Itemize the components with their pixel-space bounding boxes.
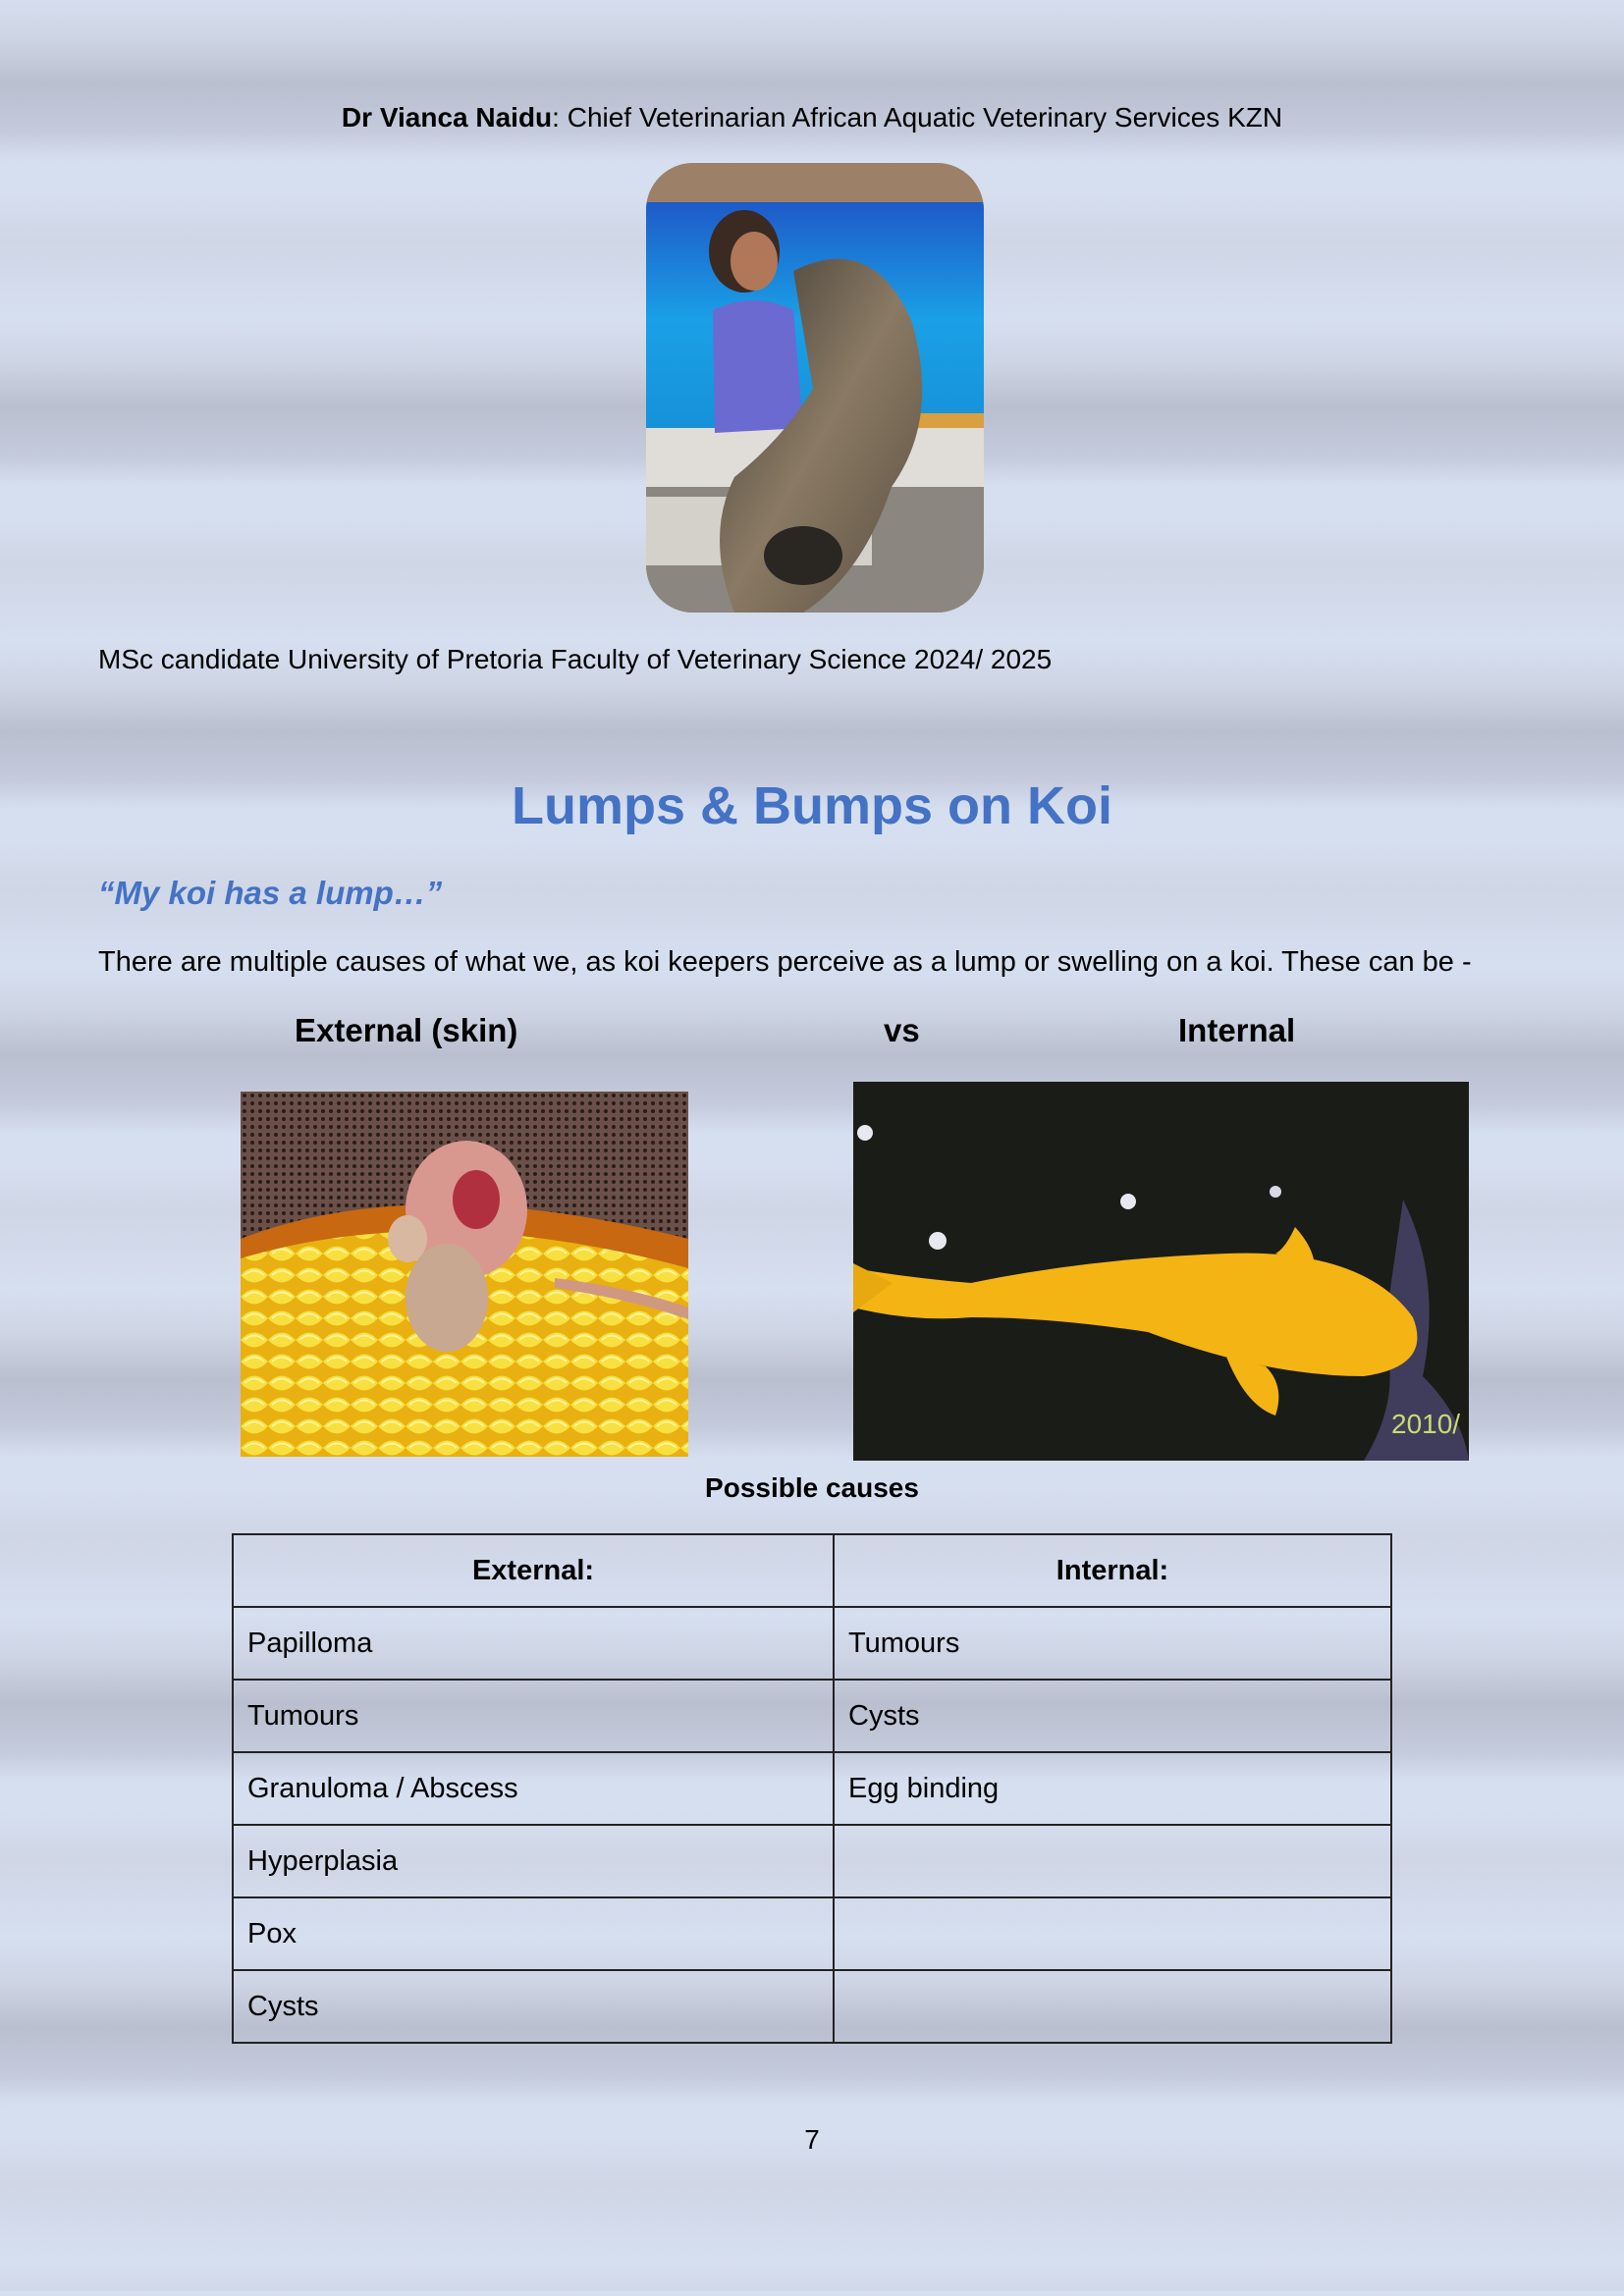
external-cause: Tumours [233, 1680, 834, 1752]
external-cause: Papilloma [233, 1607, 834, 1680]
table-row [233, 1970, 1391, 2043]
author-role: Chief Veterinarian African Aquatic Veterinary Services KZN [559, 102, 1283, 133]
table-header-row [233, 1534, 1391, 1607]
internal-cause [834, 1897, 1391, 1970]
header-internal: Internal: [834, 1534, 1391, 1607]
external-cause: Pox [233, 1897, 834, 1970]
internal-cause: Tumours [834, 1607, 1391, 1680]
internal-swelling-photo [853, 1082, 1469, 1461]
author-name: Dr Vianca Naidu [341, 102, 553, 133]
internal-heading: Internal [1178, 1012, 1296, 1048]
svg-text:2010/: 2010/ [1391, 1409, 1461, 1439]
external-lump-photo [241, 1092, 688, 1457]
external-heading: External (skin) [295, 1012, 518, 1048]
internal-cause: Cysts [834, 1680, 1391, 1752]
possible-causes-caption: Possible causes [705, 1472, 919, 1503]
internal-swelling-image [853, 1082, 1469, 1461]
internal-cause [834, 1825, 1391, 1897]
table-row [233, 1897, 1391, 1970]
possible-causes-table [232, 1533, 1392, 2044]
article-title: Lumps & Bumps on Koi [512, 776, 1112, 835]
table-row [233, 1607, 1391, 1680]
article-quote: “My koi has a lump…” [98, 875, 443, 911]
external-lump-image [241, 1092, 688, 1457]
page-number: 7 [804, 2124, 820, 2155]
internal-cause [834, 1970, 1391, 2043]
table-row [233, 1752, 1391, 1825]
author-portrait-photo [646, 163, 984, 613]
author-header [0, 98, 1624, 137]
author-separator: : [552, 102, 560, 133]
external-cause: Cysts [233, 1970, 834, 2043]
vs-heading: vs [884, 1012, 920, 1048]
header-external: External: [233, 1534, 834, 1607]
external-cause: Hyperplasia [233, 1825, 834, 1897]
external-cause: Granuloma / Abscess [233, 1752, 834, 1825]
author-credentials: MSc candidate University of Pretoria Faculty of Veterinary Science 2024/ 2025 [98, 644, 1053, 674]
intro-paragraph: There are multiple causes of what we, as koi keepers perceive as a lump or swelling on a koi. These can be - [98, 946, 1472, 978]
table-row [233, 1825, 1391, 1897]
table-row [233, 1680, 1391, 1752]
internal-cause: Egg binding [834, 1752, 1391, 1825]
portrait-image [646, 163, 984, 613]
